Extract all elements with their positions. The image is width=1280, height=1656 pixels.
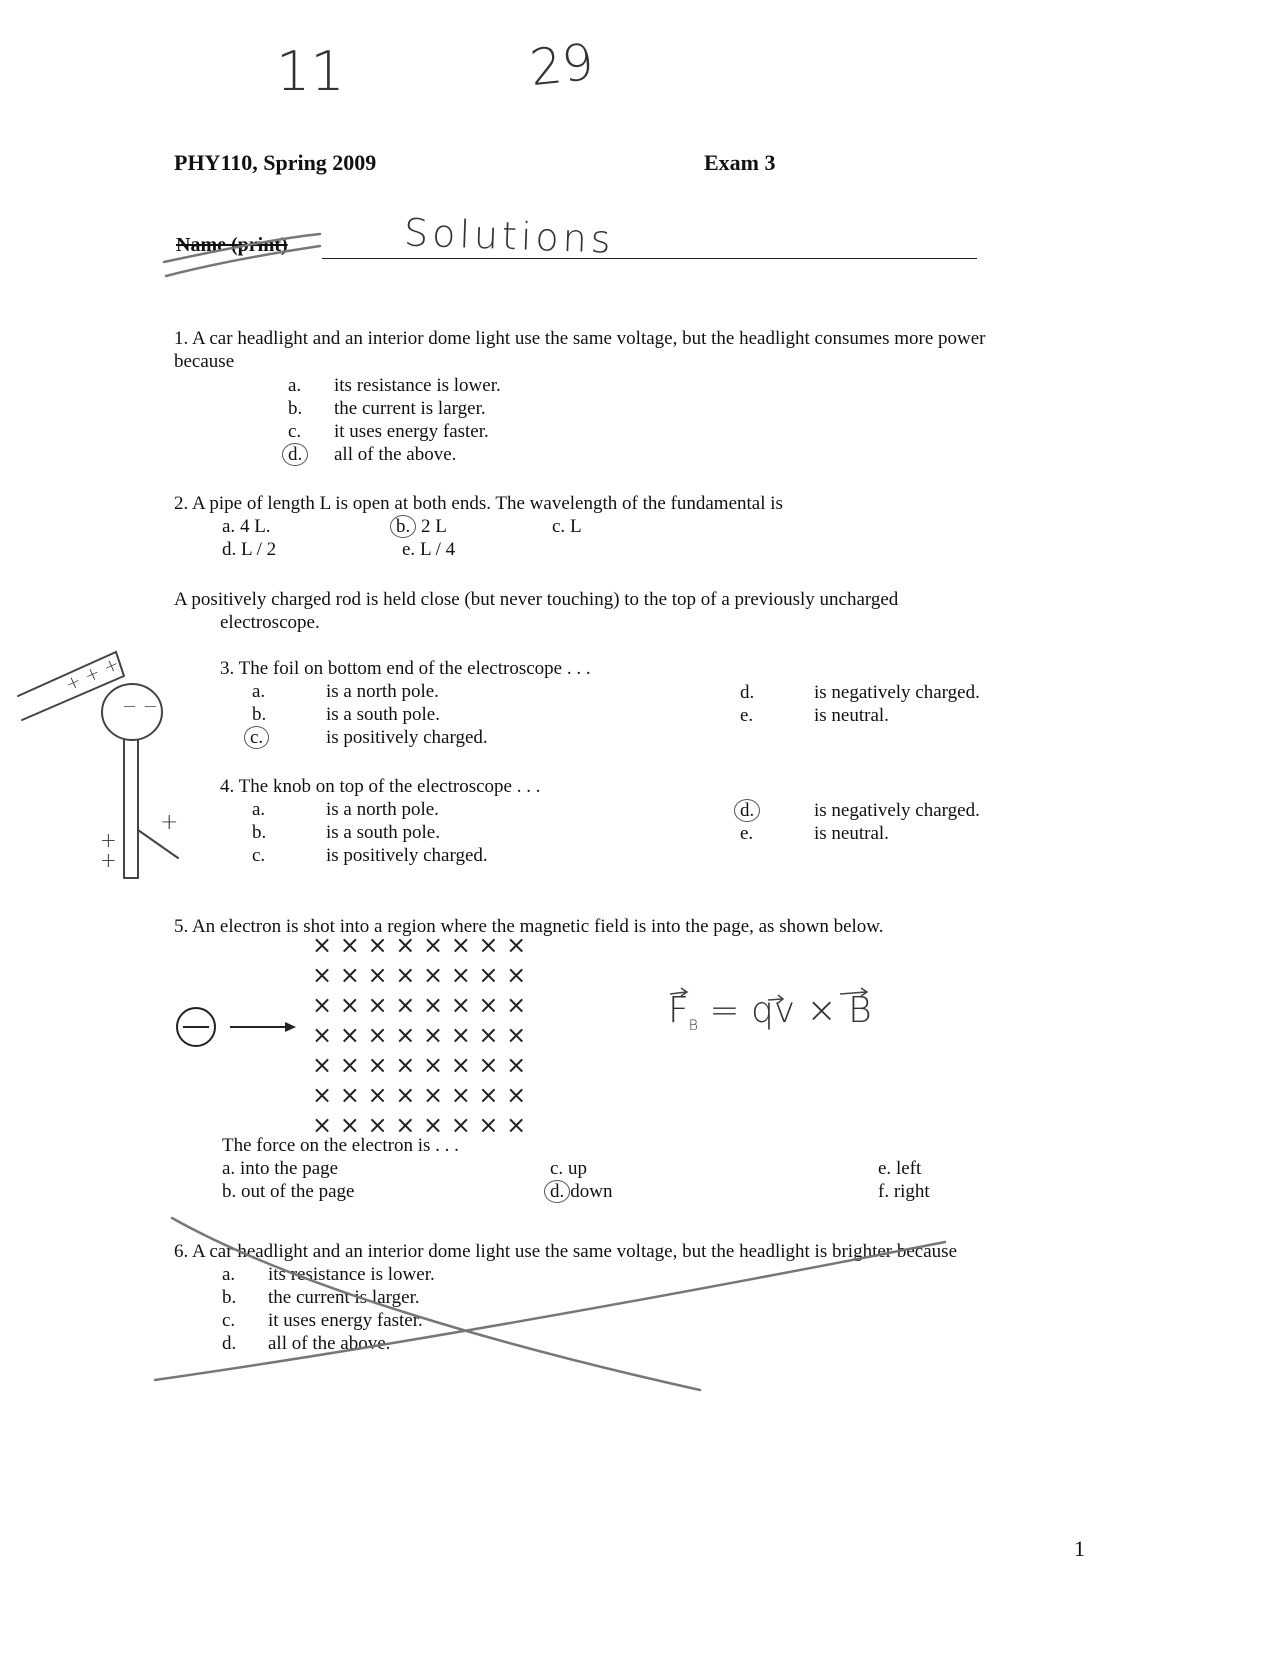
q3-option-c: is positively charged. [326,727,488,748]
q6-option-c: it uses energy faster. [268,1310,423,1331]
q3-option-a: is a north pole. [326,681,439,702]
name-value: Solutions [403,210,616,262]
q1-option-a: its resistance is lower. [334,375,501,396]
foil-charges: + [160,810,179,835]
field-row: × × × × × × × × [312,1081,527,1109]
q1-stem: 1. A car headlight and an interior dome light use the same voltage, but the headlight consumes more power [174,328,986,349]
field-row: × × × × × × × × [312,991,527,1019]
formula-subscript: B [688,1018,698,1035]
q6-option-d-letter: d. [222,1333,237,1354]
q5-option-a: into the page [239,1158,339,1179]
q1-option-b: the current is larger. [334,398,486,419]
q4-option-e-letter: e. [740,823,754,844]
q1-option-d-letter-circled: d. [282,443,308,466]
q6-option-a: its resistance is lower. [268,1264,435,1285]
field-row: × × × × × × × × [312,1021,527,1049]
q5-option-c: up [567,1158,587,1179]
q1-option-c-letter: c. [288,421,302,442]
name-label: Name (print) [176,234,288,256]
q3-option-d-letter: d. [740,682,755,703]
q3-option-b: is a south pole. [326,704,440,725]
exam-title: Exam 3 [704,150,776,175]
q5-option-a-letter: a. [222,1158,236,1179]
q4-stem: 4. The knob on top of the electroscope . . . [220,776,541,797]
field-row: × × × × × × × × [312,1111,527,1139]
q3-option-a-letter: a. [252,681,266,702]
lorentz-formula [668,990,872,1034]
electroscope-stem [124,740,138,878]
velocity-arrow-icon [230,1022,296,1032]
q4-option-a: is a north pole. [326,799,439,820]
intro-q3-q4-line1: A positively charged rod is held close (but never touching) to the top of a previously uncharged [174,589,899,610]
q4-option-d-letter-circled: d. [734,799,760,822]
q2-option-e-letter: e. [402,539,416,560]
q5-option-b-letter: b. [222,1181,237,1202]
q2-option-a-letter: a. [222,516,236,537]
q1-option-d: all of the above. [334,444,457,465]
q2-option-c: L [569,516,582,537]
q6-option-b-letter: b. [222,1287,237,1308]
magnetic-field-grid [312,930,526,1140]
q2-stem: 2. A pipe of length L is open at both ends. The wavelength of the fundamental is [174,493,783,514]
field-row: × × × × × × × × [312,1051,527,1079]
name-underline [322,258,977,259]
q5-option-f-letter: f. [878,1181,890,1202]
q5-option-c-letter: c. [550,1158,564,1179]
q5-option-e: left [895,1158,922,1179]
q1-option-a-letter: a. [288,375,302,396]
q2-option-d: L / 2 [241,539,277,560]
page-number: 1 [1074,1536,1085,1561]
handwritten-score-left: 11 [276,40,345,103]
q6-option-c-letter: c. [222,1310,236,1331]
q5-option-d-letter-circled: d. [544,1180,570,1203]
formula-rhs: = qv × B [709,990,872,1031]
intro-q3-q4-line2: electroscope. [220,612,320,633]
q6-option-d: all of the above. [268,1333,391,1354]
q2-option-c-letter: c. [552,516,566,537]
q3-option-b-letter: b. [252,704,267,725]
q5-option-f: right [893,1181,930,1202]
q2-option-a: 4 L. [239,516,271,537]
q3-option-e-letter: e. [740,705,754,726]
q3-stem: 3. The foil on bottom end of the electroscope . . . [220,658,591,679]
q5-option-d: down [570,1181,613,1202]
q2-option-e: L / 4 [419,539,456,560]
q3-option-c-letter-circled: c. [244,726,269,749]
q6-stem: 6. A car headlight and an interior dome light use the same voltage, but the headlight is brighter because [174,1241,957,1262]
formula-lhs: F [668,990,689,1031]
field-row: × × × × × × × × [312,961,527,989]
q4-option-a-letter: a. [252,799,266,820]
q4-option-d: is negatively charged. [814,800,980,821]
q2-option-b-letter-circled: b. [390,515,416,538]
q3-option-e: is neutral. [814,705,889,726]
q4-option-b-letter: b. [252,822,267,843]
q4-option-c: is positively charged. [326,845,488,866]
q3-option-d: is negatively charged. [814,682,980,703]
q2-option-d-letter: d. [222,539,237,560]
q4-option-c-letter: c. [252,845,266,866]
q6-option-b: the current is larger. [268,1287,420,1308]
q1-option-c: it uses energy faster. [334,421,489,442]
handwritten-score-right: 29 [527,32,597,98]
q5-stem: 5. An electron is shot into a region where the magnetic field is into the page, as shown below. [174,916,884,937]
q1-option-b-letter: b. [288,398,303,419]
q2-option-b: 2 L [421,516,447,537]
q5-option-e-letter: e. [878,1158,892,1179]
q5-option-b: out of the page [241,1181,355,1202]
q6-option-a-letter: a. [222,1264,236,1285]
q1-stem-cont: because [174,351,235,372]
q4-option-b: is a south pole. [326,822,440,843]
electron-icon [177,1008,215,1046]
knob-charges: − − [122,696,158,717]
q4-option-e: is neutral. [814,823,889,844]
rod-charges: + + + [62,653,123,696]
q5-force-prompt: The force on the electron is . . . [222,1135,459,1156]
stem-charges: + + [100,828,117,872]
course-title: PHY110, Spring 2009 [174,150,377,175]
field-row: × × × × × × × × [312,931,527,959]
